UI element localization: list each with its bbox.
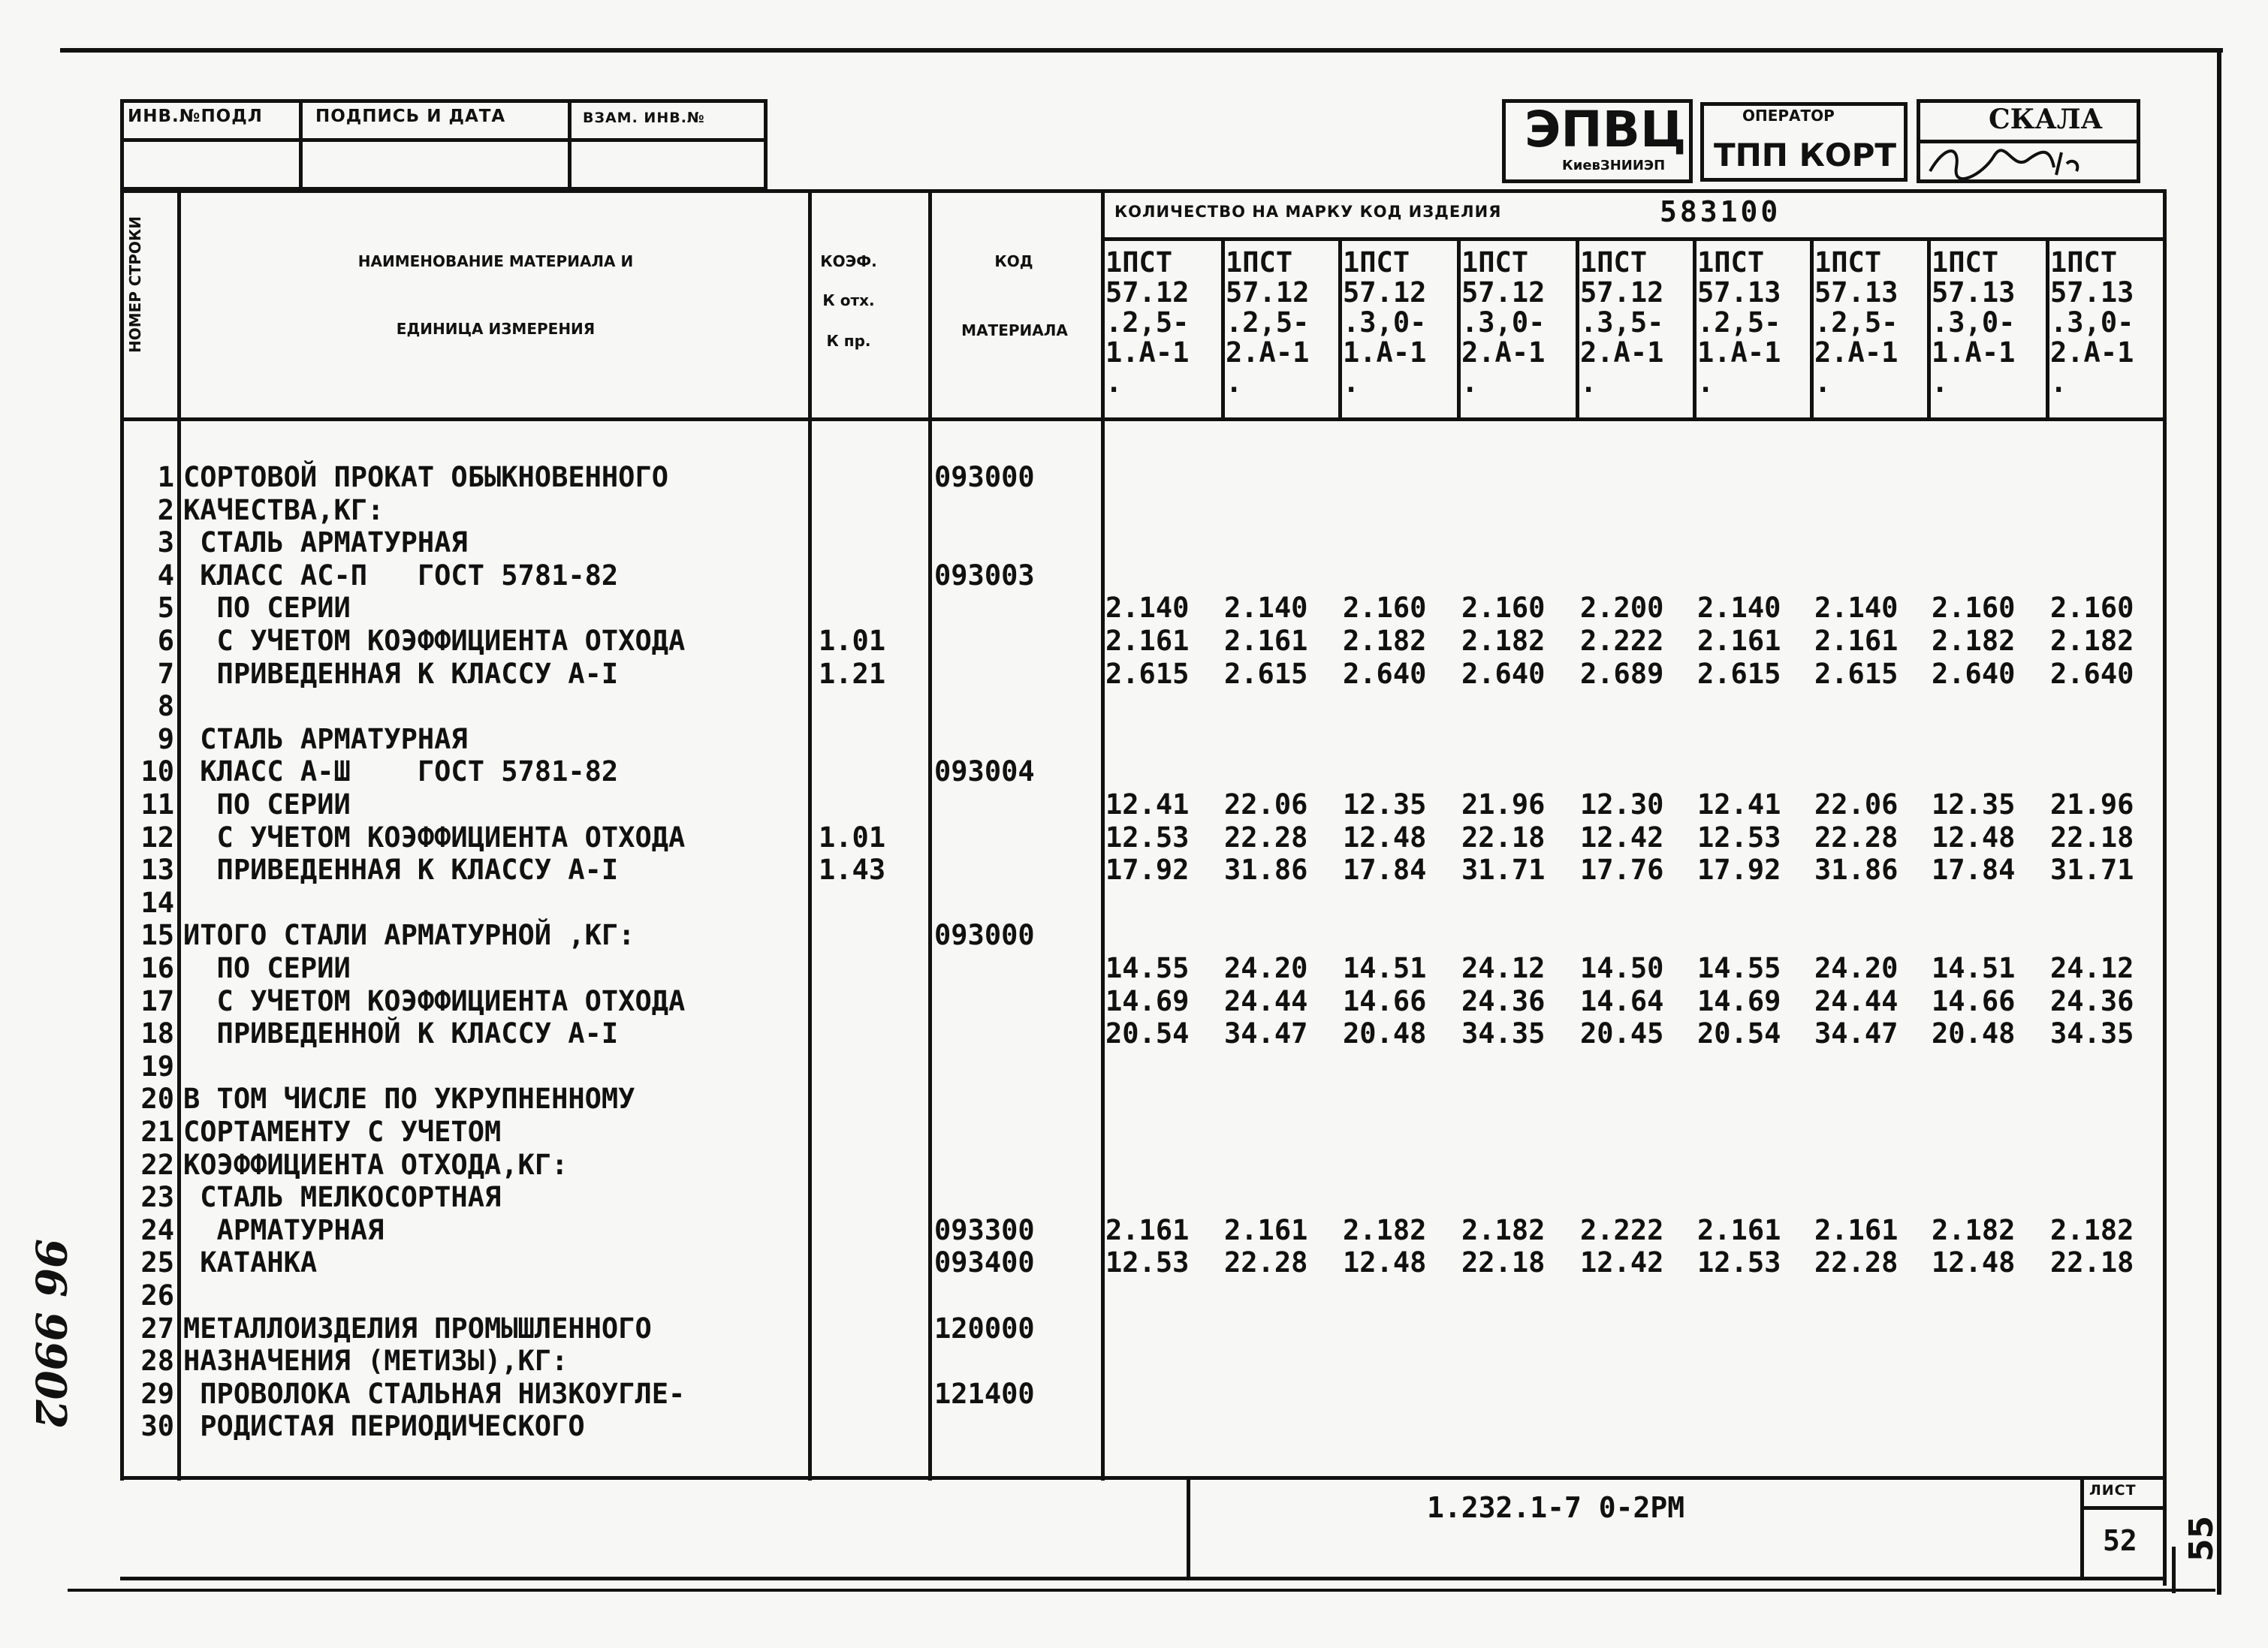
material-name: ПО СЕРИИ — [183, 952, 351, 984]
row-number: 21 — [140, 1116, 174, 1148]
margin-number: 96 9902 — [26, 1239, 75, 1430]
quantity-value: 14.66 — [1932, 985, 2016, 1017]
quantity-value: 12.48 — [1932, 1246, 2016, 1279]
quantity-value: 12.41 — [1105, 788, 1190, 821]
qty-col-line — [1693, 237, 1696, 417]
vzam-label: ВЗАМ. ИНВ.№ — [583, 110, 705, 126]
row-number-header: НОМЕР СТРОКИ — [126, 216, 144, 353]
quantity-value: 31.86 — [1814, 854, 1899, 886]
row-number: 12 — [140, 821, 174, 854]
row-number: 9 — [157, 723, 174, 755]
quantity-value: 12.53 — [1697, 821, 1781, 854]
material-name: КОЭФФИЦИЕНТА ОТХОДА,КГ: — [183, 1149, 569, 1181]
row-number: 27 — [140, 1312, 174, 1345]
material-name: ПРОВОЛОКА СТАЛЬНАЯ НИЗКОУГЛЕ- — [183, 1378, 686, 1410]
col-header: 1ПСТ 57.12 .3,5- 2.А-1 . — [1580, 246, 1664, 399]
quantity-value: 12.41 — [1697, 788, 1781, 821]
material-name: МЕТАЛЛОИЗДЕЛИЯ ПРОМЫШЛЕННОГО — [183, 1312, 652, 1345]
material-code: 121400 — [934, 1378, 1035, 1410]
quantity-value: 2.161 — [1814, 1214, 1899, 1246]
quantity-value: 24.20 — [1224, 952, 1308, 984]
quantity-value: 14.50 — [1580, 952, 1664, 984]
row-number: 2 — [157, 494, 174, 526]
quantity-value: 2.200 — [1580, 592, 1664, 624]
stamp-divider — [299, 99, 303, 191]
quantity-value: 2.615 — [1814, 658, 1899, 690]
footer-top-line — [120, 1476, 2163, 1480]
row-number: 20 — [140, 1083, 174, 1115]
quantity-value: 12.48 — [1932, 821, 2016, 854]
quantity-value: 31.86 — [1224, 854, 1308, 886]
quantity-value: 14.51 — [1343, 952, 1427, 984]
material-name: ПО СЕРИИ — [183, 788, 351, 821]
material-code: 093400 — [934, 1246, 1035, 1279]
quantity-value: 2.615 — [1105, 658, 1190, 690]
qty-col-line — [1810, 237, 1814, 417]
col-header: 1ПСТ 57.13 .3,0- 2.А-1 . — [2050, 246, 2134, 399]
coefficient: 1.21 — [819, 658, 886, 690]
table-left-border — [120, 99, 124, 1481]
header-bottom-line — [120, 417, 2163, 421]
row-number: 25 — [140, 1246, 174, 1279]
quantity-value: 17.92 — [1105, 854, 1190, 886]
material-code: 093000 — [934, 461, 1035, 493]
quantity-value: 24.12 — [2050, 952, 2134, 984]
row-number: 30 — [140, 1410, 174, 1442]
qty-strip-bottom — [1101, 237, 2163, 241]
quantity-value: 34.47 — [1814, 1017, 1899, 1050]
qty-col-line — [1457, 237, 1461, 417]
quantity-value: 34.47 — [1224, 1017, 1308, 1050]
quantity-value: 22.28 — [1224, 1246, 1308, 1279]
quantity-value: 14.51 — [1932, 952, 2016, 984]
row-number: 16 — [140, 952, 174, 984]
quantity-value: 12.48 — [1343, 821, 1427, 854]
quantity-value: 20.45 — [1580, 1017, 1664, 1050]
material-name: КЛАСС А-Ш ГОСТ 5781-82 — [183, 755, 619, 788]
quantity-value: 12.30 — [1580, 788, 1664, 821]
row-number: 15 — [140, 919, 174, 951]
col-line — [808, 189, 812, 1481]
quantity-value: 2.615 — [1697, 658, 1781, 690]
material-name: ПРИВЕДЕННОЙ К КЛАССУ А-I — [183, 1017, 619, 1050]
col-line — [1101, 189, 1105, 1481]
quantity-value: 24.44 — [1224, 985, 1308, 1017]
quantity-value: 2.182 — [2050, 625, 2134, 657]
material-header-line1: НАИМЕНОВАНИЕ МАТЕРИАЛА И — [357, 252, 634, 270]
material-name: ПРИВЕДЕННАЯ К КЛАССУ А-I — [183, 854, 619, 886]
material-name: ПРИВЕДЕННАЯ К КЛАССУ А-I — [183, 658, 619, 690]
quantity-value: 24.36 — [1461, 985, 1546, 1017]
footer-bottom-line — [120, 1577, 2163, 1580]
quantity-value: 2.161 — [1224, 625, 1308, 657]
material-name: ПО СЕРИИ — [183, 592, 351, 624]
quantity-value: 2.640 — [1461, 658, 1546, 690]
quantity-value: 21.96 — [1461, 788, 1546, 821]
quantity-value: 22.06 — [1224, 788, 1308, 821]
material-name: С УЧЕТОМ КОЭФФИЦИЕНТА ОТХОДА — [183, 821, 686, 854]
top-border — [60, 48, 2223, 53]
qty-label: КОЛИЧЕСТВО НА МАРКУ КОД ИЗДЕЛИЯ — [1114, 203, 1502, 221]
quantity-value: 14.55 — [1697, 952, 1781, 984]
code-header-line2: МАТЕРИАЛА — [961, 321, 1068, 339]
quantity-value: 2.182 — [2050, 1214, 2134, 1246]
quantity-value: 2.161 — [1697, 625, 1781, 657]
material-name: С УЧЕТОМ КОЭФФИЦИЕНТА ОТХОДА — [183, 985, 686, 1017]
quantity-value: 2.182 — [1932, 625, 2016, 657]
stamp-divider — [568, 99, 572, 191]
row-number: 8 — [157, 690, 174, 722]
row-number: 28 — [140, 1345, 174, 1377]
quantity-value: 2.615 — [1224, 658, 1308, 690]
quantity-value: 2.161 — [1697, 1214, 1781, 1246]
quantity-value: 2.140 — [1814, 592, 1899, 624]
material-name: СОРТАМЕНТУ С УЧЕТОМ — [183, 1116, 502, 1148]
quantity-value: 2.689 — [1580, 658, 1664, 690]
quantity-value: 2.182 — [1343, 625, 1427, 657]
quantity-value: 14.55 — [1105, 952, 1190, 984]
quantity-value: 20.48 — [1343, 1017, 1427, 1050]
col-header: 1ПСТ 57.12 .3,0- 2.А-1 . — [1461, 246, 1546, 399]
quantity-value: 24.36 — [2050, 985, 2134, 1017]
quantity-value: 12.48 — [1343, 1246, 1427, 1279]
inv-label: ИНВ.№ПОДЛ — [128, 107, 263, 126]
quantity-value: 22.18 — [1461, 1246, 1546, 1279]
quantity-value: 2.161 — [1105, 625, 1190, 657]
row-number: 7 — [157, 658, 174, 690]
quantity-value: 22.18 — [2050, 821, 2134, 854]
material-name: ИТОГО СТАЛИ АРМАТУРНОЙ ,КГ: — [183, 919, 635, 951]
row-number: 6 — [157, 625, 174, 657]
sign-date-label: ПОДПИСЬ И ДАТА — [315, 107, 506, 126]
coefficient: 1.43 — [819, 854, 886, 886]
signature-mark — [1923, 141, 2095, 182]
material-name: АРМАТУРНАЯ — [183, 1214, 385, 1246]
quantity-value: 2.160 — [1932, 592, 2016, 624]
quantity-value: 34.35 — [1461, 1017, 1546, 1050]
quantity-value: 2.140 — [1697, 592, 1781, 624]
col-header: 1ПСТ 57.13 .2,5- 2.А-1 . — [1814, 246, 1899, 399]
sheet-divider — [2080, 1506, 2163, 1510]
material-code: 093004 — [934, 755, 1035, 788]
quantity-value: 12.42 — [1580, 1246, 1664, 1279]
qty-col-line — [1576, 237, 1579, 417]
quantity-value: 2.640 — [2050, 658, 2134, 690]
org-name: ЭПВЦ — [1525, 101, 1687, 158]
quantity-value: 22.06 — [1814, 788, 1899, 821]
coefficient: 1.01 — [819, 625, 886, 657]
coef-header-line1: КОЭФ. — [820, 252, 877, 270]
material-name: В ТОМ ЧИСЛЕ ПО УКРУПНЕННОМУ — [183, 1083, 635, 1115]
material-code: 093003 — [934, 559, 1035, 592]
row-number: 10 — [140, 755, 174, 788]
quantity-value: 24.20 — [1814, 952, 1899, 984]
quantity-value: 2.160 — [2050, 592, 2134, 624]
quantity-value: 31.71 — [2050, 854, 2134, 886]
bottom-edge — [68, 1589, 2215, 1592]
quantity-value: 14.66 — [1343, 985, 1427, 1017]
quantity-value: 12.53 — [1105, 821, 1190, 854]
quantity-value: 12.35 — [1932, 788, 2016, 821]
row-number: 19 — [140, 1050, 174, 1083]
right-border — [2217, 48, 2221, 1595]
row-number: 23 — [140, 1181, 174, 1213]
col-line — [177, 189, 181, 1481]
quantity-value: 12.53 — [1105, 1246, 1190, 1279]
row-number: 24 — [140, 1214, 174, 1246]
material-name: СТАЛЬ МЕЛКОСОРТНАЯ — [183, 1181, 502, 1213]
coefficient: 1.01 — [819, 821, 886, 854]
quantity-value: 2.222 — [1580, 625, 1664, 657]
quantity-value: 22.18 — [1461, 821, 1546, 854]
col-header: 1ПСТ 57.12 .2,5- 2.А-1 . — [1226, 246, 1310, 399]
sheet-label: ЛИСТ — [2089, 1482, 2137, 1499]
code-header-line1: КОД — [994, 252, 1033, 270]
quantity-value: 17.92 — [1697, 854, 1781, 886]
row-number: 11 — [140, 788, 174, 821]
quantity-value: 2.160 — [1461, 592, 1546, 624]
sheet-number: 52 — [2103, 1524, 2137, 1557]
qty-col-line — [2046, 237, 2049, 417]
col-line — [928, 189, 932, 1481]
quantity-value: 2.640 — [1343, 658, 1427, 690]
material-name: СТАЛЬ АРМАТУРНАЯ — [183, 723, 468, 755]
table-top-line — [120, 189, 2163, 193]
operator-value: ТПП КОРТ — [1714, 137, 1897, 173]
material-name: С УЧЕТОМ КОЭФФИЦИЕНТА ОТХОДА — [183, 625, 686, 657]
skala-label: СКАЛА — [1989, 104, 2103, 135]
quantity-value: 2.182 — [1461, 625, 1546, 657]
col-header: 1ПСТ 57.12 .3,0- 1.А-1 . — [1343, 246, 1427, 399]
quantity-value: 2.222 — [1580, 1214, 1664, 1246]
quantity-value: 24.44 — [1814, 985, 1899, 1017]
quantity-value: 2.182 — [1932, 1214, 2016, 1246]
quantity-value: 20.54 — [1697, 1017, 1781, 1050]
row-number: 22 — [140, 1149, 174, 1181]
row-number: 13 — [140, 854, 174, 886]
material-code: 120000 — [934, 1312, 1035, 1345]
material-header-line2: ЕДИНИЦА ИЗМЕРЕНИЯ — [396, 320, 596, 338]
stamp-divider — [120, 138, 768, 142]
material-name: КЛАСС АС-П ГОСТ 5781-82 — [183, 559, 619, 592]
operator-label: ОПЕРАТОР — [1742, 107, 1835, 125]
row-number: 5 — [157, 592, 174, 624]
quantity-value: 2.182 — [1461, 1214, 1546, 1246]
material-name: КАЧЕСТВА,КГ: — [183, 494, 385, 526]
quantity-value: 2.161 — [1224, 1214, 1308, 1246]
material-name: СОРТОВОЙ ПРОКАТ ОБЫКНОВЕННОГО — [183, 461, 669, 493]
quantity-value: 17.84 — [1932, 854, 2016, 886]
quantity-value: 22.28 — [1814, 821, 1899, 854]
quantity-value: 14.69 — [1105, 985, 1190, 1017]
footer-divider — [1187, 1476, 1190, 1577]
quantity-value: 17.84 — [1343, 854, 1427, 886]
quantity-value: 21.96 — [2050, 788, 2134, 821]
row-number: 4 — [157, 559, 174, 592]
quantity-value: 17.76 — [1580, 854, 1664, 886]
quantity-value: 12.53 — [1697, 1246, 1781, 1279]
coef-header-line3: К пр. — [826, 332, 871, 350]
footer-divider — [2080, 1476, 2084, 1577]
quantity-value: 22.18 — [2050, 1246, 2134, 1279]
quantity-value: 12.42 — [1580, 821, 1664, 854]
material-code: 093000 — [934, 919, 1035, 951]
quantity-value: 12.35 — [1343, 788, 1427, 821]
material-code: 093300 — [934, 1214, 1035, 1246]
quantity-value: 2.161 — [1814, 625, 1899, 657]
qty-col-line — [1338, 237, 1342, 417]
qty-col-line — [1221, 237, 1225, 417]
product-code: 583100 — [1660, 195, 1781, 228]
material-name: НАЗНАЧЕНИЯ (МЕТИЗЫ),КГ: — [183, 1345, 569, 1377]
doc-code: 1.232.1-7 0-2РМ — [1427, 1491, 1685, 1524]
qty-col-line — [1927, 237, 1931, 417]
quantity-value: 2.182 — [1343, 1214, 1427, 1246]
quantity-value: 14.64 — [1580, 985, 1664, 1017]
row-number: 29 — [140, 1378, 174, 1410]
quantity-value: 34.35 — [2050, 1017, 2134, 1050]
table-right-border — [2163, 189, 2167, 1586]
col-header: 1ПСТ 57.13 .2,5- 1.А-1 . — [1697, 246, 1781, 399]
row-number: 14 — [140, 887, 174, 919]
col-header: 1ПСТ 57.13 .3,0- 1.А-1 . — [1932, 246, 2016, 399]
quantity-value: 2.160 — [1343, 592, 1427, 624]
row-number: 1 — [157, 461, 174, 493]
quantity-value: 24.12 — [1461, 952, 1546, 984]
side-tab-line — [2172, 1547, 2176, 1593]
material-name: РОДИСТАЯ ПЕРИОДИЧЕСКОГО — [183, 1410, 585, 1442]
coef-header-line2: К отх. — [822, 291, 875, 309]
quantity-value: 14.69 — [1697, 985, 1781, 1017]
material-name: КАТАНКА — [183, 1246, 318, 1279]
quantity-value: 31.71 — [1461, 854, 1546, 886]
row-number: 17 — [140, 985, 174, 1017]
material-name: СТАЛЬ АРМАТУРНАЯ — [183, 526, 468, 559]
quantity-value: 20.48 — [1932, 1017, 2016, 1050]
quantity-value: 2.140 — [1105, 592, 1190, 624]
quantity-value: 22.28 — [1814, 1246, 1899, 1279]
quantity-value: 2.140 — [1224, 592, 1308, 624]
quantity-value: 22.28 — [1224, 821, 1308, 854]
col-header: 1ПСТ 57.12 .2,5- 1.А-1 . — [1105, 246, 1190, 399]
row-number: 26 — [140, 1279, 174, 1312]
quantity-value: 20.54 — [1105, 1017, 1190, 1050]
row-number: 3 — [157, 526, 174, 559]
org-subname: КиевЗНИИЭП — [1562, 158, 1666, 173]
row-number: 18 — [140, 1017, 174, 1050]
quantity-value: 2.161 — [1105, 1214, 1190, 1246]
quantity-value: 2.640 — [1932, 658, 2016, 690]
side-page-number: 55 — [2182, 1515, 2221, 1562]
